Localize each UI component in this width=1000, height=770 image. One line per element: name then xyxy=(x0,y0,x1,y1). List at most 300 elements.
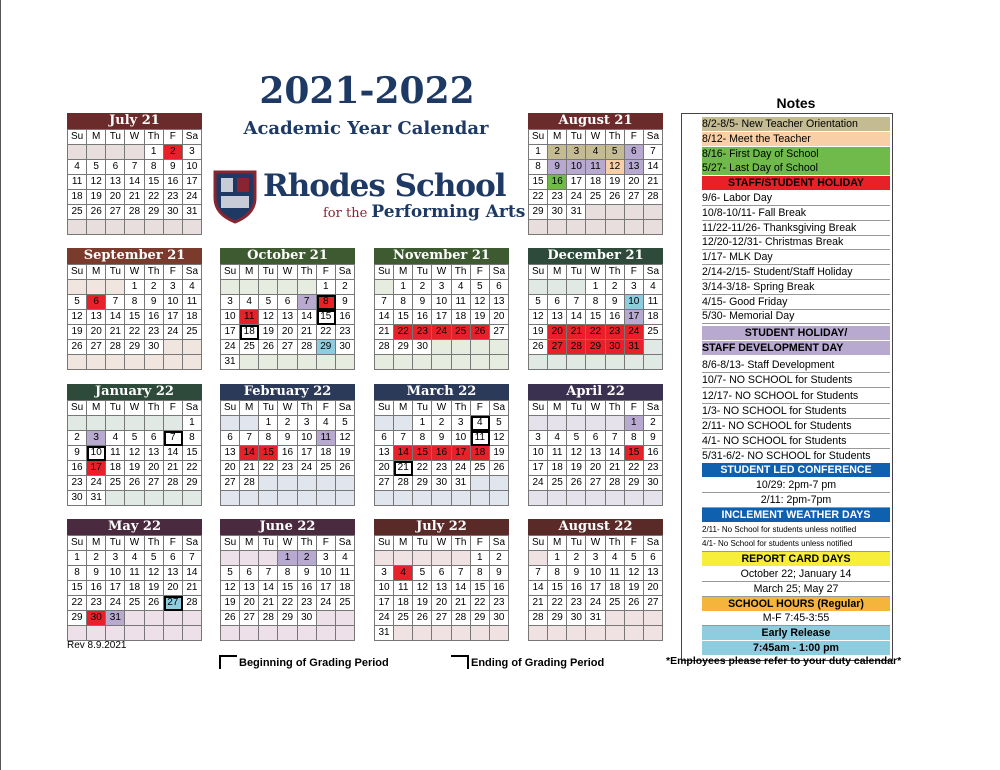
logo-tag-big: Performing Arts xyxy=(371,202,526,222)
month-days xyxy=(528,264,663,370)
empty-cell xyxy=(490,626,509,641)
note-item: 3/14-3/18- Spring Break xyxy=(702,280,890,295)
day-cell: 13 xyxy=(432,581,451,596)
day-cell: 29 xyxy=(548,611,567,626)
empty-cell xyxy=(183,626,202,641)
day-cell: 8 xyxy=(278,566,297,581)
day-header: Tu xyxy=(567,401,586,416)
day-cell: 28 xyxy=(259,611,278,626)
day-cell: 10 xyxy=(375,581,394,596)
day-cell: 28 xyxy=(644,190,663,205)
day-cell: 24 xyxy=(586,596,605,611)
day-header: M xyxy=(87,536,106,551)
day-header: Tu xyxy=(106,265,125,280)
employee-footnote: *Employees please refer to your duty calendar* xyxy=(666,655,902,667)
note-item: 4/1- NO SCHOOL for Students xyxy=(702,434,890,449)
month-name: April 22 xyxy=(528,384,663,400)
day-cell: 28 xyxy=(106,340,125,355)
day-cell: 24 xyxy=(164,325,183,340)
day-header: M xyxy=(240,536,259,551)
day-cell: 17 xyxy=(183,175,202,190)
day-header: W xyxy=(278,536,297,551)
day-cell: 29 xyxy=(68,611,87,626)
empty-cell xyxy=(452,551,471,566)
day-cell: 14 xyxy=(567,310,586,325)
note-item: 4/1- No School for students unless notified xyxy=(702,537,890,552)
note-item: STUDENT HOLIDAY/ xyxy=(702,326,890,340)
empty-cell xyxy=(548,491,567,506)
month-days xyxy=(67,129,202,235)
day-cell: 18 xyxy=(606,581,625,596)
day-cell: 3 xyxy=(375,566,394,581)
day-cell: 1 xyxy=(183,416,202,431)
day-cell: 13 xyxy=(644,566,663,581)
day-cell: 26 xyxy=(145,596,164,611)
day-cell: 12 xyxy=(221,581,240,596)
day-header: F xyxy=(625,265,644,280)
day-header: Tu xyxy=(567,130,586,145)
day-cell: 3 xyxy=(317,551,336,566)
day-cell: 18 xyxy=(125,581,144,596)
day-cell: 26 xyxy=(413,611,432,626)
empty-cell xyxy=(317,611,336,626)
day-header: Su xyxy=(221,401,240,416)
day-cell: 13 xyxy=(586,446,605,461)
day-cell: 10 xyxy=(452,431,471,446)
day-header: W xyxy=(125,536,144,551)
empty-cell xyxy=(125,491,144,506)
day-header: M xyxy=(394,401,413,416)
day-cell: 15 xyxy=(471,581,490,596)
day-cell: 19 xyxy=(221,596,240,611)
day-cell: 20 xyxy=(106,190,125,205)
day-cell: 15 xyxy=(183,446,202,461)
empty-cell xyxy=(394,416,413,431)
day-cell: 26 xyxy=(567,476,586,491)
day-cell: 10 xyxy=(432,295,451,310)
day-cell: 15 xyxy=(548,581,567,596)
day-header: Sa xyxy=(183,265,202,280)
day-cell: 13 xyxy=(490,295,509,310)
empty-cell xyxy=(606,205,625,220)
empty-cell xyxy=(413,491,432,506)
day-header: M xyxy=(394,536,413,551)
day-cell: 5 xyxy=(336,416,355,431)
empty-cell xyxy=(394,491,413,506)
day-cell: 24 xyxy=(432,325,451,340)
month-days xyxy=(67,400,202,506)
day-cell: 19 xyxy=(87,190,106,205)
day-cell: 9 xyxy=(606,295,625,310)
month-2 xyxy=(67,248,202,370)
note-item: STUDENT LED CONFERENCE xyxy=(702,463,890,477)
day-cell: 15 xyxy=(145,175,164,190)
empty-cell xyxy=(164,491,183,506)
day-cell: 11 xyxy=(586,160,605,175)
empty-cell xyxy=(87,145,106,160)
empty-cell xyxy=(548,355,567,370)
day-cell: 11 xyxy=(240,310,259,325)
day-header: Su xyxy=(221,536,240,551)
day-cell: 20 xyxy=(548,325,567,340)
day-cell: 7 xyxy=(644,145,663,160)
day-cell: 7 xyxy=(298,295,317,310)
day-cell: 25 xyxy=(644,325,663,340)
note-item: 8/12- Meet the Teacher xyxy=(702,132,890,146)
day-cell: 29 xyxy=(278,611,297,626)
day-cell: 8 xyxy=(317,295,336,310)
day-header: Su xyxy=(221,265,240,280)
day-cell: 18 xyxy=(586,175,605,190)
day-cell: 2 xyxy=(413,280,432,295)
day-cell: 31 xyxy=(87,491,106,506)
day-header: M xyxy=(87,130,106,145)
empty-cell xyxy=(625,220,644,235)
day-cell: 25 xyxy=(606,596,625,611)
day-cell: 18 xyxy=(183,310,202,325)
empty-cell xyxy=(240,416,259,431)
day-cell: 19 xyxy=(471,310,490,325)
empty-cell xyxy=(586,220,605,235)
day-cell: 15 xyxy=(586,310,605,325)
day-cell: 21 xyxy=(529,596,548,611)
day-cell: 10 xyxy=(164,295,183,310)
page-subtitle: Academic Year Calendar xyxy=(243,118,489,139)
day-cell: 3 xyxy=(586,551,605,566)
empty-cell xyxy=(644,220,663,235)
empty-cell xyxy=(145,626,164,641)
empty-cell xyxy=(625,626,644,641)
day-cell: 23 xyxy=(413,325,432,340)
empty-cell xyxy=(375,416,394,431)
day-cell: 29 xyxy=(183,476,202,491)
day-cell: 25 xyxy=(125,596,144,611)
day-cell: 12 xyxy=(490,431,509,446)
day-cell: 16 xyxy=(606,310,625,325)
day-cell: 21 xyxy=(394,461,413,476)
day-cell: 17 xyxy=(221,325,240,340)
day-cell: 20 xyxy=(87,325,106,340)
day-cell: 25 xyxy=(317,461,336,476)
empty-cell xyxy=(529,626,548,641)
day-header: F xyxy=(164,130,183,145)
day-cell: 17 xyxy=(87,461,106,476)
empty-cell xyxy=(106,280,125,295)
note-item: 1/3- NO SCHOOL for Students xyxy=(702,404,890,419)
day-cell: 17 xyxy=(375,596,394,611)
day-header: Su xyxy=(529,536,548,551)
day-cell: 17 xyxy=(529,461,548,476)
empty-cell xyxy=(529,280,548,295)
empty-cell xyxy=(278,491,297,506)
day-header: Sa xyxy=(183,401,202,416)
day-cell: 14 xyxy=(529,581,548,596)
day-header: W xyxy=(278,265,297,280)
day-header: M xyxy=(87,401,106,416)
month-13 xyxy=(528,519,663,641)
empty-cell xyxy=(125,611,144,626)
note-item: 5/30- Memorial Day xyxy=(702,309,890,324)
day-cell: 18 xyxy=(336,581,355,596)
day-cell: 9 xyxy=(68,446,87,461)
empty-cell xyxy=(606,416,625,431)
note-item: STAFF DEVELOPMENT DAY xyxy=(702,341,890,355)
empty-cell xyxy=(183,355,202,370)
empty-cell xyxy=(644,611,663,626)
day-header: F xyxy=(625,130,644,145)
crest-icon xyxy=(211,168,259,224)
note-item: Early Release xyxy=(702,626,890,640)
empty-cell xyxy=(221,491,240,506)
day-cell: 27 xyxy=(548,340,567,355)
day-cell: 12 xyxy=(567,446,586,461)
day-header: Su xyxy=(68,130,87,145)
day-cell: 28 xyxy=(164,476,183,491)
day-cell: 23 xyxy=(432,461,451,476)
day-header: W xyxy=(125,130,144,145)
day-header: F xyxy=(317,536,336,551)
day-cell: 29 xyxy=(145,205,164,220)
day-header: W xyxy=(586,265,605,280)
day-cell: 22 xyxy=(259,461,278,476)
day-cell: 7 xyxy=(529,566,548,581)
day-cell: 5 xyxy=(529,295,548,310)
day-cell: 25 xyxy=(471,461,490,476)
day-cell: 11 xyxy=(106,446,125,461)
day-cell: 13 xyxy=(87,310,106,325)
empty-cell xyxy=(68,145,87,160)
empty-cell xyxy=(221,626,240,641)
day-cell: 19 xyxy=(413,596,432,611)
day-cell: 24 xyxy=(183,190,202,205)
day-cell: 14 xyxy=(375,310,394,325)
day-cell: 16 xyxy=(413,310,432,325)
empty-cell xyxy=(259,626,278,641)
day-cell: 5 xyxy=(567,431,586,446)
day-cell: 2 xyxy=(432,416,451,431)
note-item: 2/11- NO SCHOOL for Students xyxy=(702,419,890,434)
day-cell: 13 xyxy=(278,310,297,325)
day-header: Sa xyxy=(183,536,202,551)
note-item: STAFF/STUDENT HOLIDAY xyxy=(702,176,890,190)
empty-cell xyxy=(317,355,336,370)
day-cell: 23 xyxy=(298,596,317,611)
day-cell: 6 xyxy=(432,566,451,581)
month-4 xyxy=(374,248,509,370)
day-cell: 19 xyxy=(259,325,278,340)
empty-cell xyxy=(548,626,567,641)
day-cell: 23 xyxy=(567,596,586,611)
day-cell: 11 xyxy=(68,175,87,190)
day-cell: 12 xyxy=(336,431,355,446)
day-cell: 2 xyxy=(606,280,625,295)
day-header: Tu xyxy=(259,536,278,551)
note-item: 12/17- NO SCHOOL for Students xyxy=(702,389,890,404)
day-cell: 6 xyxy=(625,145,644,160)
day-cell: 2 xyxy=(490,551,509,566)
day-cell: 4 xyxy=(644,280,663,295)
empty-cell xyxy=(145,491,164,506)
month-name: November 21 xyxy=(374,248,509,264)
month-name: January 22 xyxy=(67,384,202,400)
day-cell: 23 xyxy=(278,461,297,476)
empty-cell xyxy=(125,145,144,160)
day-cell: 15 xyxy=(413,446,432,461)
day-cell: 24 xyxy=(529,476,548,491)
month-11 xyxy=(220,519,355,641)
day-cell: 29 xyxy=(471,611,490,626)
month-days xyxy=(220,535,355,641)
day-cell: 13 xyxy=(548,310,567,325)
day-cell: 2 xyxy=(298,551,317,566)
day-cell: 25 xyxy=(548,476,567,491)
day-header: M xyxy=(548,536,567,551)
day-cell: 17 xyxy=(106,581,125,596)
day-header: F xyxy=(471,536,490,551)
day-cell: 25 xyxy=(183,325,202,340)
day-cell: 17 xyxy=(317,581,336,596)
end-mark-icon xyxy=(451,655,469,669)
day-cell: 22 xyxy=(278,596,297,611)
empty-cell xyxy=(394,626,413,641)
day-cell: 13 xyxy=(240,581,259,596)
month-name: August 22 xyxy=(528,519,663,535)
day-cell: 27 xyxy=(375,476,394,491)
day-header: W xyxy=(586,401,605,416)
empty-cell xyxy=(606,491,625,506)
empty-cell xyxy=(567,355,586,370)
day-cell: 4 xyxy=(394,566,413,581)
day-cell: 29 xyxy=(317,340,336,355)
day-cell: 21 xyxy=(183,581,202,596)
day-cell: 4 xyxy=(452,280,471,295)
day-cell: 5 xyxy=(413,566,432,581)
day-cell: 20 xyxy=(644,581,663,596)
day-header: W xyxy=(432,265,451,280)
day-cell: 26 xyxy=(625,596,644,611)
day-cell: 14 xyxy=(259,581,278,596)
day-cell: 30 xyxy=(490,611,509,626)
empty-cell xyxy=(567,220,586,235)
day-cell: 3 xyxy=(432,280,451,295)
day-cell: 3 xyxy=(183,145,202,160)
empty-cell xyxy=(375,491,394,506)
day-cell: 5 xyxy=(606,145,625,160)
day-cell: 6 xyxy=(240,566,259,581)
notes-title: Notes xyxy=(776,95,816,111)
day-cell: 5 xyxy=(145,551,164,566)
day-cell: 9 xyxy=(87,566,106,581)
day-cell: 31 xyxy=(586,611,605,626)
day-cell: 1 xyxy=(471,551,490,566)
note-item: 10/8-10/11- Fall Break xyxy=(702,206,890,221)
empty-cell xyxy=(644,491,663,506)
empty-cell xyxy=(164,220,183,235)
month-12 xyxy=(374,519,509,641)
empty-cell xyxy=(259,551,278,566)
day-cell: 12 xyxy=(125,446,144,461)
day-cell: 2 xyxy=(164,145,183,160)
day-cell: 19 xyxy=(145,581,164,596)
day-header: Sa xyxy=(490,401,509,416)
day-header: M xyxy=(548,401,567,416)
day-cell: 2 xyxy=(548,145,567,160)
day-cell: 22 xyxy=(125,325,144,340)
day-cell: 12 xyxy=(87,175,106,190)
day-cell: 30 xyxy=(87,611,106,626)
month-0 xyxy=(67,113,202,235)
empty-cell xyxy=(625,205,644,220)
day-cell: 10 xyxy=(221,310,240,325)
day-cell: 9 xyxy=(490,566,509,581)
day-header: M xyxy=(548,265,567,280)
day-cell: 21 xyxy=(452,596,471,611)
day-cell: 18 xyxy=(394,596,413,611)
day-cell: 27 xyxy=(221,476,240,491)
empty-cell xyxy=(432,491,451,506)
day-cell: 14 xyxy=(452,581,471,596)
day-cell: 20 xyxy=(145,461,164,476)
logo-tag-small: for the xyxy=(323,206,368,221)
note-item: 2/11: 2pm-7pm xyxy=(702,493,890,508)
day-cell: 11 xyxy=(125,566,144,581)
day-cell: 3 xyxy=(529,431,548,446)
day-cell: 5 xyxy=(625,551,644,566)
day-cell: 20 xyxy=(375,461,394,476)
day-cell: 29 xyxy=(413,476,432,491)
day-cell: 8 xyxy=(259,431,278,446)
day-cell: 11 xyxy=(606,566,625,581)
empty-cell xyxy=(529,355,548,370)
day-header: F xyxy=(164,401,183,416)
day-cell: 24 xyxy=(298,461,317,476)
day-header: Th xyxy=(145,536,164,551)
day-cell: 28 xyxy=(567,340,586,355)
day-cell: 2 xyxy=(336,280,355,295)
day-cell: 17 xyxy=(298,446,317,461)
day-cell: 1 xyxy=(125,280,144,295)
day-cell: 28 xyxy=(375,340,394,355)
day-cell: 21 xyxy=(240,461,259,476)
empty-cell xyxy=(317,476,336,491)
day-cell: 12 xyxy=(68,310,87,325)
day-cell: 4 xyxy=(68,160,87,175)
month-3 xyxy=(220,248,355,370)
day-header: Tu xyxy=(413,536,432,551)
day-cell: 17 xyxy=(432,310,451,325)
day-cell: 23 xyxy=(68,476,87,491)
note-item: March 25; May 27 xyxy=(702,582,890,597)
day-cell: 16 xyxy=(68,461,87,476)
empty-cell xyxy=(183,340,202,355)
day-cell: 30 xyxy=(567,611,586,626)
day-cell: 5 xyxy=(259,295,278,310)
day-cell: 1 xyxy=(394,280,413,295)
month-name: February 22 xyxy=(220,384,355,400)
day-cell: 22 xyxy=(586,325,605,340)
empty-cell xyxy=(394,355,413,370)
day-cell: 18 xyxy=(240,325,259,340)
day-cell: 7 xyxy=(183,551,202,566)
day-cell: 7 xyxy=(567,295,586,310)
day-cell: 22 xyxy=(625,461,644,476)
note-item: 1/17- MLK Day xyxy=(702,250,890,265)
empty-cell xyxy=(259,355,278,370)
day-header: Sa xyxy=(336,401,355,416)
empty-cell xyxy=(317,491,336,506)
day-header: Su xyxy=(68,265,87,280)
empty-cell xyxy=(298,476,317,491)
